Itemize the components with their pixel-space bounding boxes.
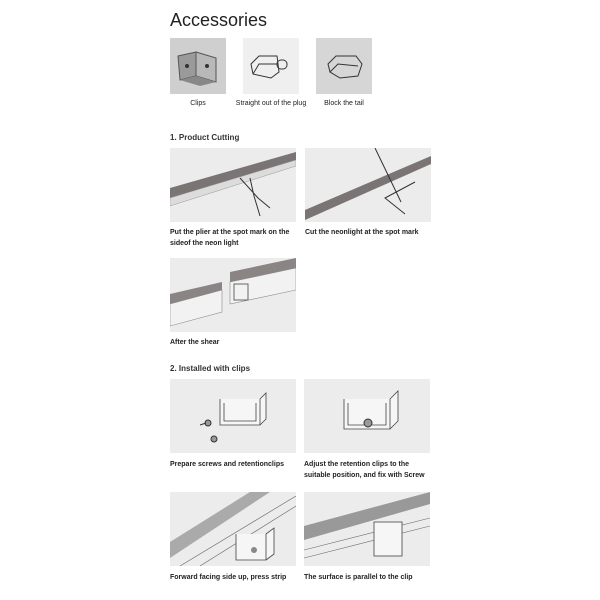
end-cap-icon	[316, 38, 372, 94]
step-caption: Forward facing side up, press strip	[170, 574, 287, 581]
cutting-step-1-image	[170, 148, 296, 222]
clips-image	[170, 38, 226, 94]
step-caption: After the shear	[170, 339, 220, 346]
step-caption: Put the plier at the spot mark on the sideof the neon light	[170, 229, 290, 247]
accessory-caption: Clips	[190, 100, 206, 107]
end-plug-icon	[243, 38, 299, 94]
install-step-2-image	[304, 379, 430, 453]
install-step-3-image	[170, 492, 296, 566]
accessory-caption: Straight out of the plug	[235, 100, 307, 107]
cutting-step-2-image	[305, 148, 431, 222]
install-step-1-image	[170, 379, 296, 453]
section-heading-install: 2. Installed with clips	[170, 364, 251, 373]
step-caption: The surface is parallel to the clip	[304, 574, 413, 581]
step-caption: Prepare screws and retentionclips	[170, 461, 284, 468]
step-caption: Cut the neonlight at the spot mark	[305, 229, 419, 236]
step-caption: Adjust the retention clips to the suitable position, and fix with Screw	[304, 461, 425, 479]
accessory-caption: Block the tail	[324, 100, 364, 107]
install-step-4-image	[304, 492, 430, 566]
section-heading-cutting: 1. Product Cutting	[170, 133, 240, 142]
cutting-step-3-image	[170, 258, 296, 332]
page-title: Accessories	[170, 10, 268, 30]
